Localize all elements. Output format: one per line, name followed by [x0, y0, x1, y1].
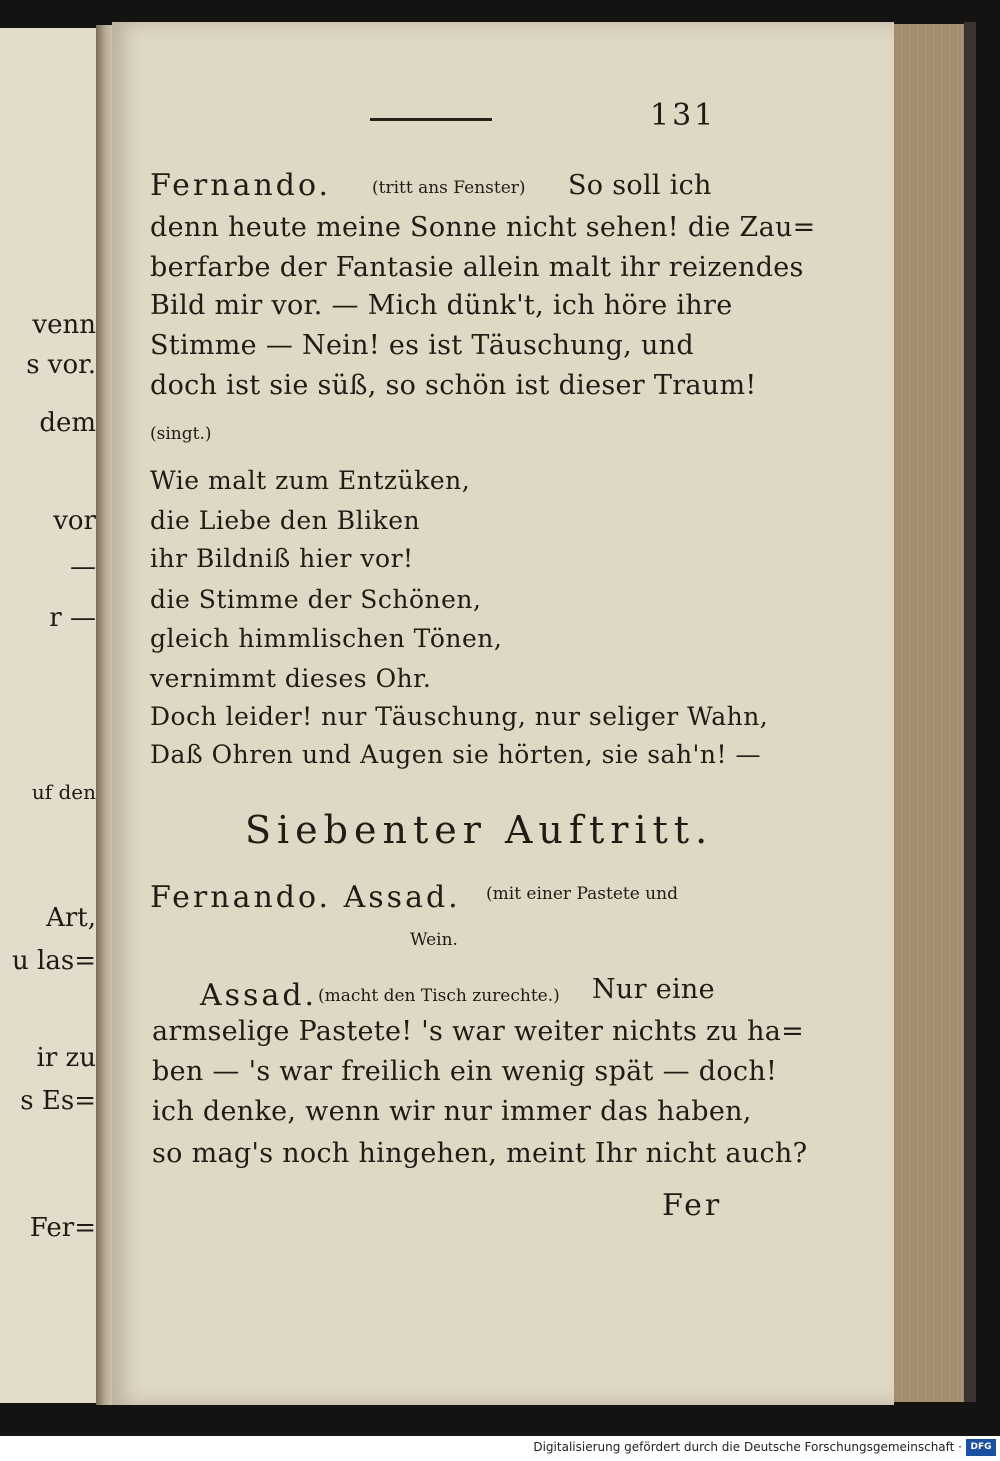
left-page	[0, 28, 98, 1403]
text-line: so mag's noch hingehen, meint Ihr nicht auch?	[152, 1138, 808, 1169]
left-page-fragment: dem	[39, 408, 96, 438]
left-page-fragment: uf den	[31, 780, 96, 804]
speaker-fernando: Fernando.	[150, 168, 332, 203]
text-line: ich denke, wenn wir nur immer das haben,	[152, 1096, 752, 1127]
book-gutter	[96, 25, 112, 1405]
verse-line: Doch leider! nur Täuschung, nur seliger Wahn,	[150, 702, 769, 731]
stage-direction: (tritt ans Fenster)	[372, 178, 526, 198]
text-line: ben — 's war freilich ein wenig spät — doch!	[152, 1056, 778, 1087]
stage-direction: (mit einer Pastete und	[486, 884, 678, 904]
footer-bar	[0, 1436, 1000, 1461]
left-page-fragment: Fer=	[29, 1213, 96, 1243]
page-number: 131	[650, 98, 717, 133]
left-page-fragment: s Es=	[20, 1086, 96, 1116]
left-page-fragment: vor	[53, 506, 96, 536]
left-page-fragment: r —	[49, 603, 96, 633]
text-line: Bild mir vor. — Mich dünk't, ich höre ihre	[150, 290, 733, 321]
dfg-logo: DFG	[966, 1439, 996, 1456]
left-page-fragment: Art,	[46, 903, 96, 933]
cast-names: Fernando. Assad.	[150, 880, 461, 915]
text-line: So soll ich	[568, 170, 712, 201]
text-line: Stimme — Nein! es ist Täuschung, und	[150, 330, 694, 361]
verse-line: ihr Bildniß hier vor!	[150, 544, 414, 573]
text-line: doch ist sie süß, so schön ist dieser Traum!	[150, 370, 757, 401]
stage-direction: (macht den Tisch zurechte.)	[318, 986, 560, 1006]
verse-line: die Stimme der Schönen,	[150, 585, 482, 614]
catchword: Fer	[662, 1188, 723, 1223]
verse-line: gleich himmlischen Tönen,	[150, 624, 503, 653]
left-page-fragment: —	[70, 552, 96, 582]
verse-line: Wie malt zum Entzüken,	[150, 466, 471, 495]
verse-line: die Liebe den Bliken	[150, 506, 421, 535]
text-line: berfarbe der Fantasie allein malt ihr reizendes	[150, 252, 804, 283]
verse-line: Daß Ohren und Augen sie hörten, sie sah'n! —	[150, 740, 762, 769]
left-page-fragment: s vor.	[26, 350, 96, 380]
speaker-assad: Assad.	[200, 978, 318, 1013]
footer-credit: Digitalisierung gefördert durch die Deutsche Forschungsgemeinschaft ·	[533, 1440, 962, 1454]
book-edge	[964, 22, 976, 1402]
stage-direction: (singt.)	[150, 424, 212, 444]
verse-line: vernimmt dieses Ohr.	[150, 664, 432, 693]
page-edges	[894, 24, 964, 1402]
left-page-fragment: u las=	[12, 946, 96, 976]
stage-direction: Wein.	[410, 930, 458, 950]
header-rule	[370, 118, 492, 121]
text-line: Nur eine	[592, 974, 715, 1005]
text-line: denn heute meine Sonne nicht sehen! die Zau=	[150, 212, 816, 243]
scene-heading: Siebenter Auftritt.	[245, 808, 714, 852]
left-page-fragment: venn	[32, 310, 96, 340]
left-page-fragment: ir zu	[36, 1043, 96, 1073]
text-line: armselige Pastete! 's war weiter nichts zu ha=	[152, 1016, 805, 1047]
